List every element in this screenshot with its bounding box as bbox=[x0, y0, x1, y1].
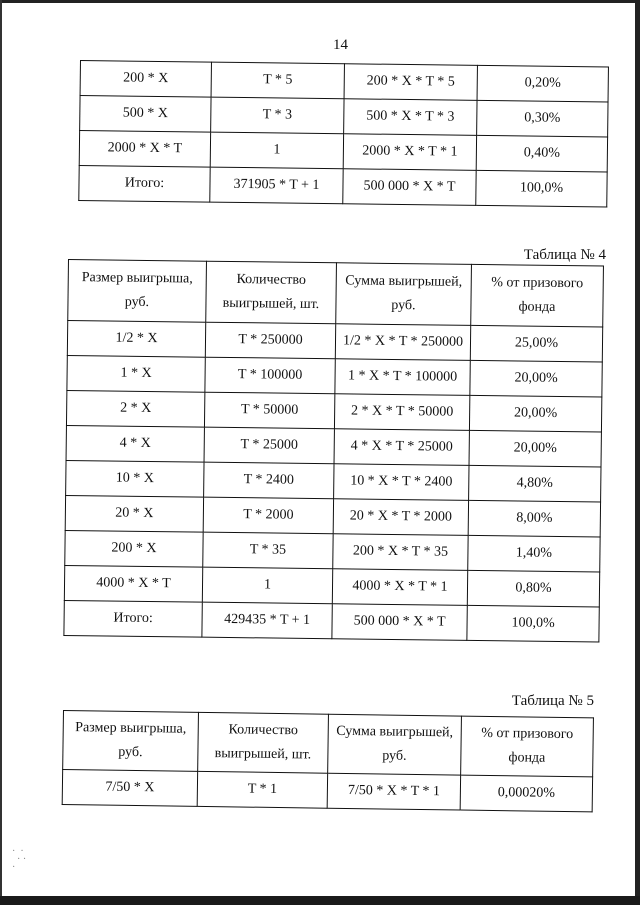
column-header: Количество выигрышей, шт. bbox=[198, 712, 329, 773]
table-cell: T * 100000 bbox=[205, 357, 335, 394]
table-cell: T * 5 bbox=[211, 62, 344, 99]
table-cell: 10 * X * T * 2400 bbox=[334, 464, 469, 501]
table-cell: T * 3 bbox=[211, 97, 344, 134]
table-cell: 500 * X bbox=[80, 96, 211, 133]
table-row bbox=[79, 165, 607, 206]
scan-edge-bottom bbox=[0, 896, 640, 905]
table-cell: 2000 * X * T bbox=[79, 131, 210, 168]
column-header: Количество выигрышей, шт. bbox=[206, 261, 337, 324]
column-header: % от призового фонда bbox=[471, 264, 604, 327]
table-4 bbox=[63, 259, 604, 643]
table-cell: 20 * X * T * 2000 bbox=[333, 499, 468, 536]
table-cell: 1,40% bbox=[468, 535, 600, 572]
table-cell: 8,00% bbox=[468, 500, 600, 537]
table-cell: 20,00% bbox=[469, 395, 601, 432]
header-row bbox=[68, 260, 604, 328]
table-cell: 20 * X bbox=[65, 495, 203, 532]
table-cell: 200 * X * T * 5 bbox=[344, 64, 477, 101]
table-cell: 1 bbox=[210, 132, 343, 169]
table-cell: 0,20% bbox=[477, 65, 608, 102]
column-header: Размер выигрыша, руб. bbox=[68, 260, 207, 323]
table-cell: Итого: bbox=[79, 165, 210, 202]
table-cell: 4,80% bbox=[469, 465, 601, 502]
table-cell: 0,00020% bbox=[460, 775, 592, 812]
table-cell: 4000 * X * T * 1 bbox=[332, 569, 467, 606]
table-cell: 100,0% bbox=[476, 170, 607, 207]
table-cell: 200 * X bbox=[65, 530, 203, 567]
table-3-body bbox=[79, 61, 609, 207]
table-cell: T * 25000 bbox=[204, 427, 334, 464]
table-row bbox=[62, 770, 592, 812]
table-cell: T * 50000 bbox=[204, 392, 334, 429]
table-cell: 1/2 * X * T * 250000 bbox=[335, 324, 470, 361]
column-header: Сумма выигрышей, руб. bbox=[336, 263, 472, 326]
table-cell: T * 2400 bbox=[204, 462, 334, 499]
table-cell: 0,40% bbox=[476, 135, 607, 172]
table-cell: 100,0% bbox=[467, 605, 599, 642]
table-cell: T * 35 bbox=[203, 532, 333, 569]
table-cell: 500 * X * T * 3 bbox=[344, 99, 477, 136]
page-number: 14 bbox=[333, 37, 348, 53]
table-row bbox=[64, 600, 599, 642]
table-cell: 25,00% bbox=[470, 325, 602, 362]
table-cell: T * 250000 bbox=[205, 322, 335, 359]
table-cell: 500 000 * X * T bbox=[343, 169, 476, 206]
table-cell: 200 * X bbox=[80, 61, 211, 98]
column-header: Сумма выигрышей, руб. bbox=[328, 714, 462, 775]
column-header: % от призового фонда bbox=[461, 716, 594, 777]
table-cell: 10 * X bbox=[66, 460, 204, 497]
table-cell: 4000 * X * T bbox=[64, 565, 202, 602]
table-4-body bbox=[64, 260, 604, 643]
table-5-caption: Таблица № 5 bbox=[511, 693, 594, 709]
table-cell: 20,00% bbox=[469, 430, 601, 467]
table-cell: 1 bbox=[202, 567, 332, 604]
table-cell: 7/50 * X * T * 1 bbox=[327, 773, 460, 810]
table-cell: 4 * X * T * 25000 bbox=[334, 429, 469, 466]
table-cell: 0,30% bbox=[477, 100, 608, 137]
table-cell: 1/2 * X bbox=[67, 321, 205, 358]
table-cell: Итого: bbox=[64, 600, 202, 637]
table-cell: T * 1 bbox=[197, 771, 327, 808]
scan-edge-top bbox=[0, 0, 640, 3]
table-5 bbox=[62, 710, 594, 812]
table-cell: 200 * X * T * 35 bbox=[333, 534, 468, 571]
table-cell: T * 2000 bbox=[203, 497, 333, 534]
table-5-body bbox=[62, 711, 593, 812]
table-cell: 429435 * T + 1 bbox=[202, 602, 332, 639]
table-cell: 500 000 * X * T bbox=[332, 604, 467, 641]
scan-edge-right bbox=[635, 0, 640, 905]
header-row bbox=[63, 711, 594, 777]
scan-edge-left bbox=[0, 0, 2, 905]
table-cell: 2 * X bbox=[66, 390, 204, 427]
table-3-continuation bbox=[78, 60, 609, 207]
table-cell: 1 * X bbox=[67, 355, 205, 392]
table-cell: 371905 * T + 1 bbox=[210, 167, 343, 204]
table-cell: 4 * X bbox=[66, 425, 204, 462]
table-cell: 20,00% bbox=[470, 360, 602, 397]
column-header: Размер выигрыша, руб. bbox=[63, 711, 199, 772]
table-4-caption: Таблица № 4 bbox=[523, 247, 606, 263]
table-cell: 7/50 * X bbox=[62, 770, 197, 807]
table-cell: 1 * X * T * 100000 bbox=[335, 359, 470, 396]
table-cell: 2 * X * T * 50000 bbox=[334, 394, 469, 431]
table-cell: 0,80% bbox=[467, 570, 599, 607]
scan-specks: · · · · · bbox=[12, 846, 27, 873]
table-cell: 2000 * X * T * 1 bbox=[343, 134, 476, 171]
